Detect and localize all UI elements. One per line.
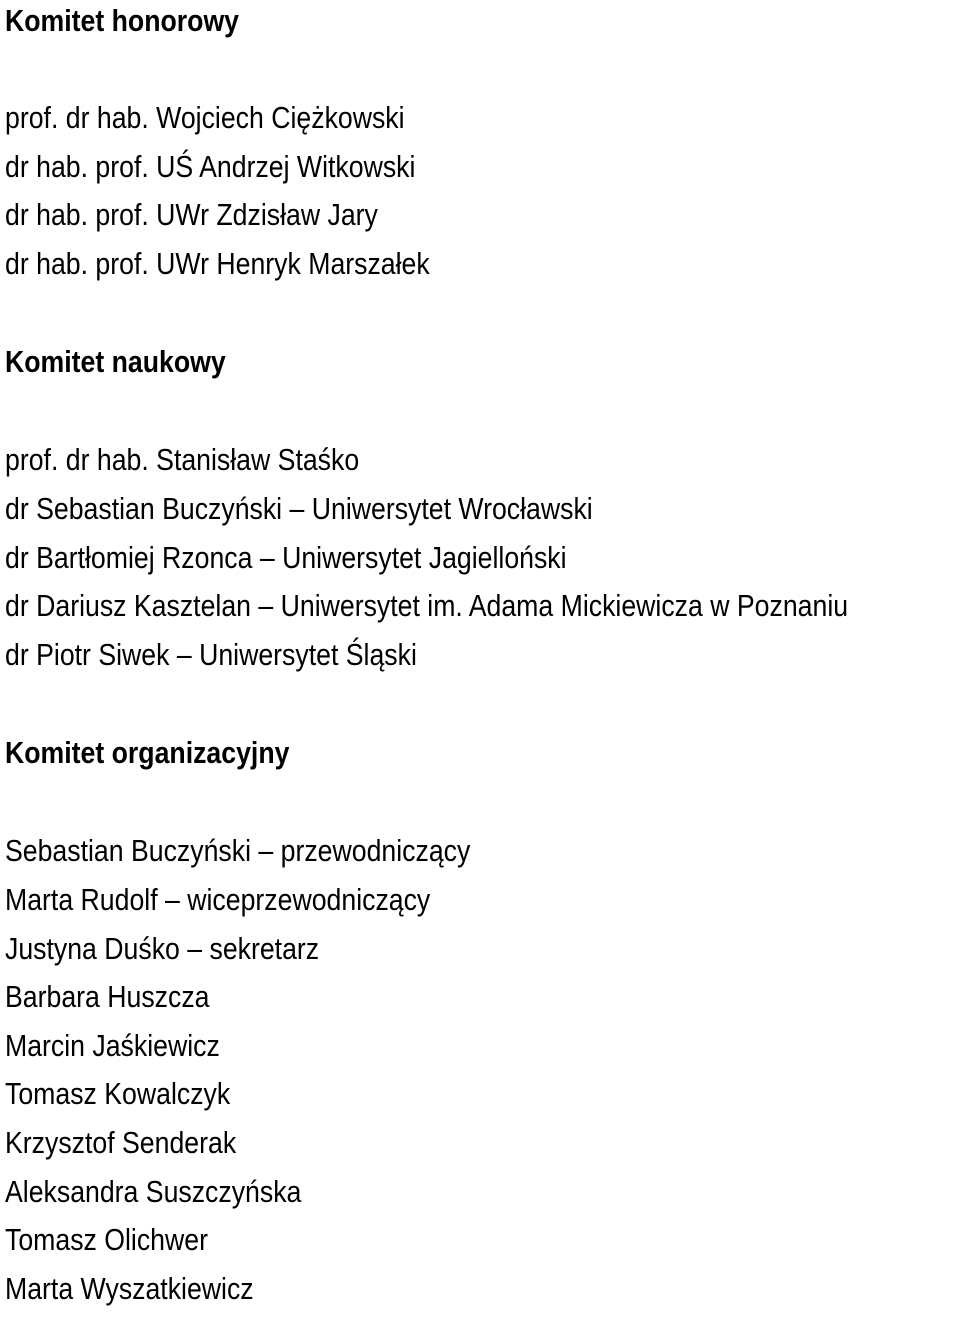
list-item: Justyna Duśko – sekretarz [5,930,320,966]
list-item: Marta Wyszatkiewicz [5,1270,254,1306]
list-item: Marta Rudolf – wiceprzewodniczący [5,881,431,917]
list-item: dr hab. prof. UŚ Andrzej Witkowski [5,148,416,184]
list-item: dr Dariusz Kasztelan – Uniwersytet im. Adama Mickiewicza w Poznaniu [5,588,849,624]
list-item: prof. dr hab. Wojciech Ciężkowski [5,100,405,135]
list-item: Tomasz Olichwer [5,1222,208,1258]
section-title: Komitet naukowy [5,344,226,380]
list-item: dr Sebastian Buczyński – Uniwersytet Wrocławski [5,490,593,526]
list-item: dr hab. prof. UWr Henryk Marszałek [5,245,430,281]
committee-document [5,0,955,1313]
list-item: Krzysztof Senderak [5,1124,237,1160]
section-scientific-committee [5,338,955,679]
list-item: dr Bartłomiej Rzonca – Uniwersytet Jagielloński [5,539,567,575]
list-item: Marcin Jaśkiewicz [5,1027,220,1063]
section-honorary-committee [5,0,955,288]
list-item: Sebastian Buczyński – przewodniczący [5,833,471,869]
list-item: prof. dr hab. Stanisław Staśko [5,442,360,478]
list-item: dr hab. prof. UWr Zdzisław Jary [5,197,378,233]
list-item: Barbara Huszcza [5,979,210,1015]
section-organizing-committee [5,729,955,1313]
member-list [5,436,955,679]
member-list [5,827,955,1313]
section-title: Komitet honorowy [5,3,240,38]
section-title: Komitet organizacyjny [5,735,290,771]
list-item: dr Piotr Siwek – Uniwersytet Śląski [5,636,417,672]
member-list [5,94,955,288]
list-item: Aleksandra Suszczyńska [5,1173,302,1209]
list-item: Tomasz Kowalczyk [5,1076,231,1112]
